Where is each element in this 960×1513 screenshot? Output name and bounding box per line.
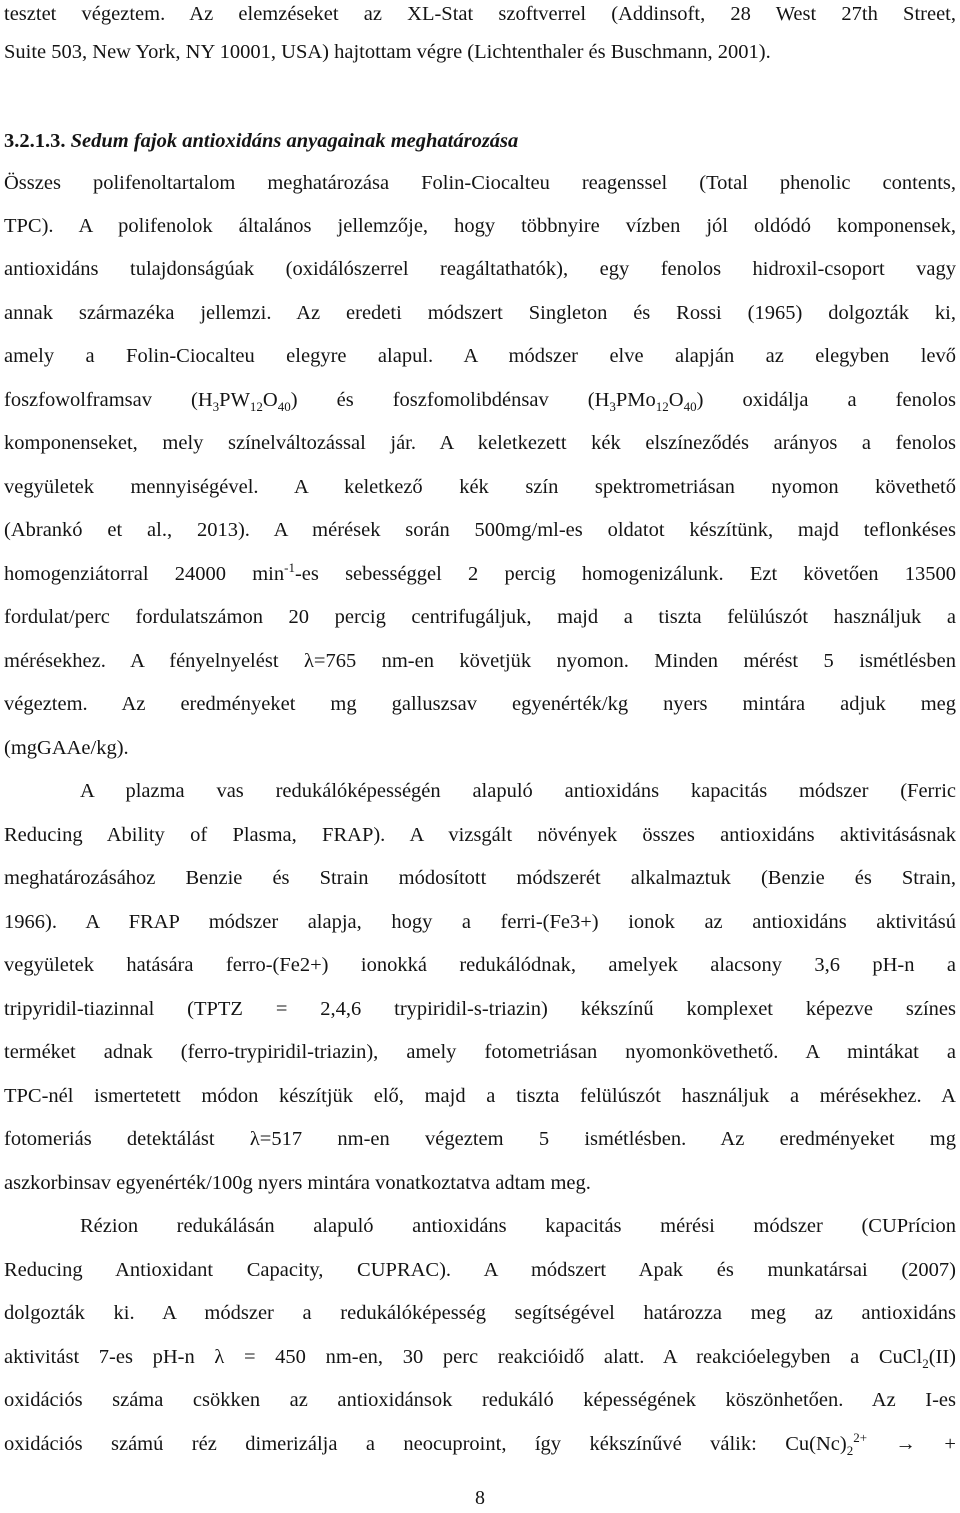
text-line: TPC). A polifenolok általános jellemzője, hogy többnyire vízben jól oldódó komponensek, [4, 215, 956, 237]
subscript: 40 [277, 399, 291, 415]
text-line: dolgozták ki. A módszer a redukálóképesség segítségével határozza meg az antioxidáns [4, 1302, 956, 1324]
subscript: 3 [212, 399, 220, 415]
text-line: Rézion redukálásán alapuló antioxidáns kapacitás mérési módszer (CUPrícion [80, 1215, 956, 1237]
text-segment: (II) [928, 1346, 956, 1368]
text-line: A plazma vas redukálóképességén alapuló antioxidáns kapacitás módszer (Ferric [80, 780, 956, 802]
text-line: (mgGAAe/kg). [4, 737, 129, 759]
superscript: -1 [284, 560, 295, 576]
text-line: 1966). A FRAP módszer alapja, hogy a ferri-(Fe3+) ionok az antioxidáns aktivitású [4, 911, 956, 933]
text-line: terméket adnak (ferro-trypiridil-triazin), amely fotometriásan nyomonkövethető. A mintákat a [4, 1041, 956, 1063]
text-line: mérésekhez. A fényelnyelést λ=765 nm-en követjük nyomon. Minden mérést 5 ismétlésben [4, 650, 956, 672]
text-line: vegyületek hatására ferro-(Fe2+) ionokká redukálódnak, amelyek alacsony 3,6 pH-n a [4, 954, 956, 976]
text-segment: oxidációs számú réz dimerizálja a neocuproint, így kékszínűvé válik: Cu(Nc) [4, 1433, 847, 1455]
subscript: 2 [922, 1356, 929, 1372]
text-line-formula [4, 1424, 956, 1464]
text-segment: → + [867, 1433, 956, 1455]
text-segment: O [668, 389, 684, 411]
text-line: aszkorbinsav egyenérték/100g nyers mintára vonatkoztatva adtam meg. [4, 1172, 591, 1194]
text-line: TPC-nél ismertetett módon készítjük elő, majd a tiszta felülúszót használjuk a mérésekhez. A [4, 1085, 956, 1107]
section-number: 3.2.1.3. [4, 130, 66, 152]
text-line: Összes polifenoltartalom meghatározása Folin-Ciocalteu reagenssel (Total phenolic contents, [4, 172, 956, 194]
text-line: meghatározásához Benzie és Strain módosított módszerét alkalmaztuk (Benzie és Strain, [4, 867, 956, 889]
text-segment: aktivitást 7-es pH-n λ = 450 nm-en, 30 perc reakcióidő alatt. A reakcióelegyben a CuCl [4, 1346, 923, 1368]
text-line: tesztet végeztem. Az elemzéseket az XL-Stat szoftverrel (Addinsoft, 28 West 27th Street, [4, 3, 956, 25]
section-title: Sedum fajok antioxidáns anyagainak meghatározása [70, 130, 519, 152]
text-line: komponenseket, mely színelváltozással jár. A keletkezett kék elszíneződés arányos a fenolos [4, 432, 956, 454]
text-segment: -es sebességgel 2 percig homogenizálunk. Ezt követően 13500 [294, 563, 956, 585]
text-line-formula [4, 380, 956, 420]
text-line-formula [4, 554, 956, 594]
text-segment: homogenziátorral 24000 min [4, 563, 285, 585]
superscript: 2+ [853, 1430, 868, 1446]
text-line: vegyületek mennyiségével. A keletkező kék szín spektrometriásan nyomon követhető [4, 476, 956, 498]
text-line-formula [4, 1337, 956, 1377]
text-line: Reducing Ability of Plasma, FRAP). A vizsgált növények összes antioxidáns aktivitásásnak [4, 824, 956, 846]
text-segment: ) és foszfomolibdénsav (H [290, 389, 610, 411]
text-line: Suite 503, New York, NY 10001, USA) hajtottam végre (Lichtenthaler és Buschmann, 2001). [4, 41, 771, 63]
subscript: 12 [655, 399, 669, 415]
text-line: tripyridil-tiazinnal (TPTZ = 2,4,6 trypiridil-s-triazin) kékszínű komplexet képezve színes [4, 998, 956, 1020]
text-line: fordulat/perc fordulatszámon 20 percig centrifugáljuk, majd a tiszta felülúszót használjuk a [4, 606, 956, 628]
text-segment: PW [219, 389, 250, 411]
subscript: 40 [683, 399, 697, 415]
text-line: amely a Folin-Ciocalteu elegyre alapul. A módszer elve alapján az elegyben levő [4, 345, 956, 367]
text-segment: ) oxidálja a fenolos [696, 389, 956, 411]
text-line: antioxidáns tulajdonságúak (oxidálószerrel reagáltathatók), egy fenolos hidroxil-csoport vagy [4, 258, 956, 280]
subscript: 2 [846, 1443, 854, 1459]
text-line: oxidációs száma csökken az antioxidánsok redukáló képességének köszönhetően. Az I-es [4, 1389, 956, 1411]
text-line: annak származéka jellemzi. Az eredeti módszert Singleton és Rossi (1965) dolgozták ki, [4, 302, 956, 324]
text-line: végeztem. Az eredményeket mg galluszsav egyenérték/kg nyers mintára adjuk meg [4, 693, 956, 715]
text-segment: PMo [615, 389, 656, 411]
text-line: (Abrankó et al., 2013). A mérések során 500mg/ml-es oldatot készítünk, majd teflonkéses [4, 519, 956, 541]
text-line: Reducing Antioxidant Capacity, CUPRAC). A módszert Apak és munkatársai (2007) [4, 1259, 956, 1281]
text-line: fotomeriás detektálást λ=517 nm-en végeztem 5 ismétlésben. Az eredményeket mg [4, 1128, 956, 1150]
section-heading [4, 121, 956, 161]
subscript: 12 [249, 399, 263, 415]
text-segment: foszfowolframsav (H [4, 389, 213, 411]
page-number: 8 [475, 1487, 485, 1509]
text-segment: O [262, 389, 278, 411]
subscript: 3 [609, 399, 616, 415]
